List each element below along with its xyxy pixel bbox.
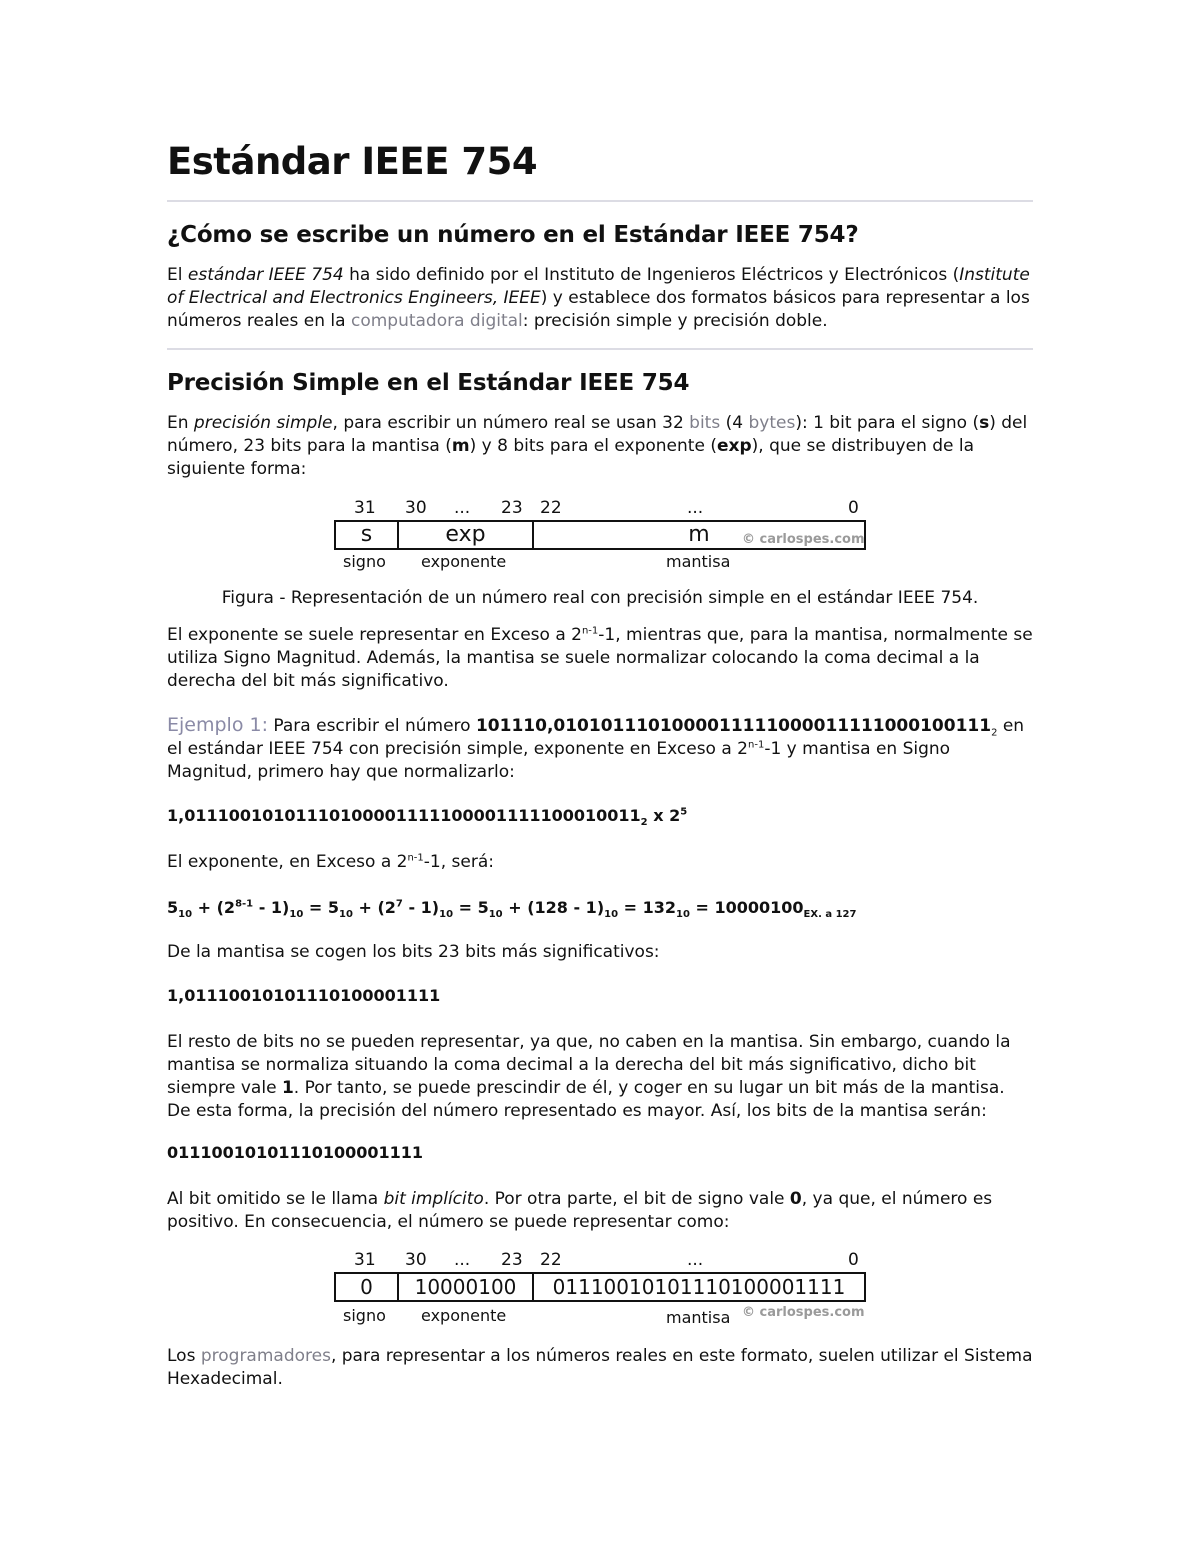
- bit-index-30: 30: [405, 1250, 427, 1270]
- subscript: 10: [676, 909, 690, 921]
- text: 1,01110010101110100001111100001111100010011: [167, 806, 641, 825]
- exponent-equation: [167, 898, 857, 921]
- link-bits[interactable]: bits: [689, 413, 721, 433]
- excess-paragraph: [167, 624, 1033, 693]
- bit-index-30: 30: [405, 498, 427, 518]
- text-italic: bit implícito: [383, 1189, 484, 1209]
- exponent-field: 10000100: [414, 1275, 517, 1299]
- text: : precisión simple y precisión doble.: [522, 311, 828, 331]
- sign-label: signo: [343, 1306, 386, 1325]
- text: . Por tanto, se puede prescindir de él, y coger en su lugar un bit más de la mantisa. De esta forma, la precisión del número representado es mayor. Así, los bits de la mantisa serán:: [167, 1078, 1005, 1121]
- text: -1, mientras que, para la mantisa, normalmente se utiliza Signo Magnitud. Además, la mantisa se suele normalizar colocando la coma decimal a la derecha del bit más significativo.: [167, 625, 1033, 691]
- superscript: 7: [395, 898, 403, 910]
- subscript: 10: [338, 909, 353, 921]
- sign-label: signo: [343, 552, 386, 571]
- bit-index-23: 23: [501, 1250, 523, 1270]
- simple-paragraph: [167, 412, 1033, 481]
- text: . Por otra parte, el bit de signo vale: [483, 1189, 790, 1209]
- subscript: EX. a 127: [803, 909, 857, 921]
- bit-index-ellipsis: ...: [687, 498, 704, 518]
- exponent-label: exponente: [421, 1306, 507, 1325]
- text: , ya que, el número es positivo. En consecuencia, el número se puede representar como:: [167, 1189, 993, 1232]
- text: = 5: [303, 898, 339, 917]
- text: + (2: [352, 898, 396, 917]
- divider: [167, 200, 1033, 202]
- text: x 2: [647, 806, 681, 825]
- page-title: Estándar IEEE 754: [167, 140, 538, 183]
- example-paragraph: [167, 714, 1033, 784]
- text: = 132: [618, 898, 676, 917]
- mantissa-field: m: [688, 522, 710, 547]
- mantissa-label: mantisa: [666, 1308, 731, 1327]
- exponent-field: exp: [445, 522, 486, 547]
- intro-paragraph: [167, 264, 1033, 333]
- final-mantissa-bits: 01110010101110100001111: [167, 1143, 424, 1162]
- link-bytes[interactable]: bytes: [748, 413, 796, 433]
- link-computadora-digital[interactable]: computadora digital: [350, 311, 523, 331]
- text: = 10000100: [689, 898, 804, 917]
- text-italic: estándar IEEE 754: [187, 265, 344, 285]
- text: Al bit omitido se le llama: [167, 1189, 384, 1209]
- text: En: [167, 413, 194, 433]
- bit-index-22: 22: [540, 1250, 562, 1270]
- text: ha sido definido por el Instituto de Ingenieros Eléctricos y Electrónicos (: [343, 265, 960, 285]
- text: -1, será:: [423, 852, 494, 872]
- mantissa-label: mantisa: [666, 552, 731, 571]
- text: ) del número, 23 bits para la mantisa (: [167, 413, 1028, 456]
- bit-index-31: 31: [354, 498, 376, 518]
- text-bold: s: [979, 413, 990, 433]
- text: - 1): [402, 898, 440, 917]
- superscript: n-1: [407, 852, 424, 864]
- subscript: 10: [488, 909, 503, 921]
- sign-field: s: [360, 522, 373, 547]
- text: + (128 - 1): [502, 898, 605, 917]
- implicit-bit-paragraph: [167, 1031, 1033, 1123]
- programmers-paragraph: [167, 1345, 1033, 1391]
- subscript: 2: [991, 727, 998, 739]
- text: - 1): [253, 898, 290, 917]
- text: en el estándar IEEE 754 con precisión simple, exponente en Exceso a 2: [167, 716, 1025, 759]
- text: ) y establece dos formatos básicos para representar a los números reales en la: [167, 288, 1030, 331]
- text: (4: [720, 413, 749, 433]
- mantissa-23-bits: 1,01110010101110100001111: [167, 986, 441, 1005]
- figure-caption: Figura - Representación de un número real con precisión simple en el estándar IEEE 754.: [221, 588, 979, 608]
- sign-field: 0: [360, 1275, 373, 1299]
- text-bold: 0: [789, 1189, 802, 1209]
- subscript: 10: [604, 909, 619, 921]
- text-bold: 1: [281, 1078, 294, 1098]
- text-bold: m: [451, 436, 470, 456]
- subscript: 2: [640, 817, 648, 829]
- text: El resto de bits no se pueden representar, ya que, no caben en la mantisa. Sin embargo, cuando la mantisa se normaliza situando la coma decimal a la derecha del bit más significativo, dicho bit siempre vale: [167, 1032, 1011, 1098]
- text: ), que se distribuyen de la siguiente forma:: [167, 436, 975, 479]
- text-italic: precisión simple: [193, 413, 333, 433]
- mantissa-field: 01110010101110100001111: [552, 1275, 846, 1299]
- text: El exponente se suele representar en Exceso a 2: [167, 625, 582, 645]
- text: + (2: [192, 898, 236, 917]
- bit-index-0: 0: [848, 1250, 859, 1270]
- example-label: Ejemplo 1:: [167, 714, 268, 736]
- text: = 5: [453, 898, 489, 917]
- bit-index-22: 22: [540, 498, 562, 518]
- normalized-number: [167, 806, 688, 829]
- section-heading-how: ¿Cómo se escribe un número en el Estándar IEEE 754?: [167, 222, 859, 248]
- superscript: n-1: [581, 625, 599, 637]
- link-programadores[interactable]: programadores: [200, 1346, 331, 1366]
- text: -1 y mantisa en Signo Magnitud, primero hay que normalizarlo:: [167, 739, 951, 782]
- subscript: 10: [178, 909, 193, 921]
- bit-index-ellipsis: ...: [687, 1250, 704, 1270]
- binary-number: 101110,0101011101000011111000011111000100111: [475, 716, 992, 736]
- bit-index-0: 0: [848, 498, 859, 518]
- text: Los: [167, 1346, 201, 1366]
- text: , para representar a los números reales en este formato, suelen utilizar el Sistema Hexadecimal.: [167, 1346, 1033, 1389]
- text-italic: Institute of Electrical and Electronics Engineers, IEEE: [167, 265, 1030, 308]
- divider: [167, 348, 1033, 350]
- bit-index-31: 31: [354, 1250, 376, 1270]
- text: El exponente, en Exceso a 2: [167, 852, 408, 872]
- watermark: © carlospes.com: [742, 532, 865, 547]
- subscript: 10: [439, 909, 454, 921]
- superscript: 5: [680, 806, 688, 818]
- ieee754-simple-diagram: [167, 498, 867, 578]
- bit-index-ellipsis: ...: [454, 498, 471, 518]
- text: El: [167, 265, 188, 285]
- bit-index-ellipsis: ...: [454, 1250, 471, 1270]
- implicit-bit-note: [167, 1188, 1033, 1234]
- exponent-label: exponente: [421, 552, 507, 571]
- mantissa-intro: De la mantisa se cogen los bits 23 bits más significativos:: [167, 942, 660, 962]
- text: ) y 8 bits para el exponente (: [469, 436, 717, 456]
- superscript: n-1: [748, 739, 765, 751]
- text: Para escribir el número: [267, 716, 476, 736]
- text: 5: [167, 898, 179, 917]
- subscript: 10: [289, 909, 304, 921]
- exponent-intro: [167, 851, 1033, 874]
- text: , para escribir un número real se usan 32: [332, 413, 690, 433]
- text: ): 1 bit para el signo (: [795, 413, 980, 433]
- superscript: 8-1: [235, 898, 254, 910]
- watermark: © carlospes.com: [742, 1305, 865, 1320]
- bit-index-23: 23: [501, 498, 523, 518]
- section-heading-simple: Precisión Simple en el Estándar IEEE 754: [167, 370, 690, 396]
- bit-field-box: [334, 1272, 866, 1302]
- ieee754-example-diagram: [167, 1250, 867, 1330]
- text-bold: exp: [716, 436, 752, 456]
